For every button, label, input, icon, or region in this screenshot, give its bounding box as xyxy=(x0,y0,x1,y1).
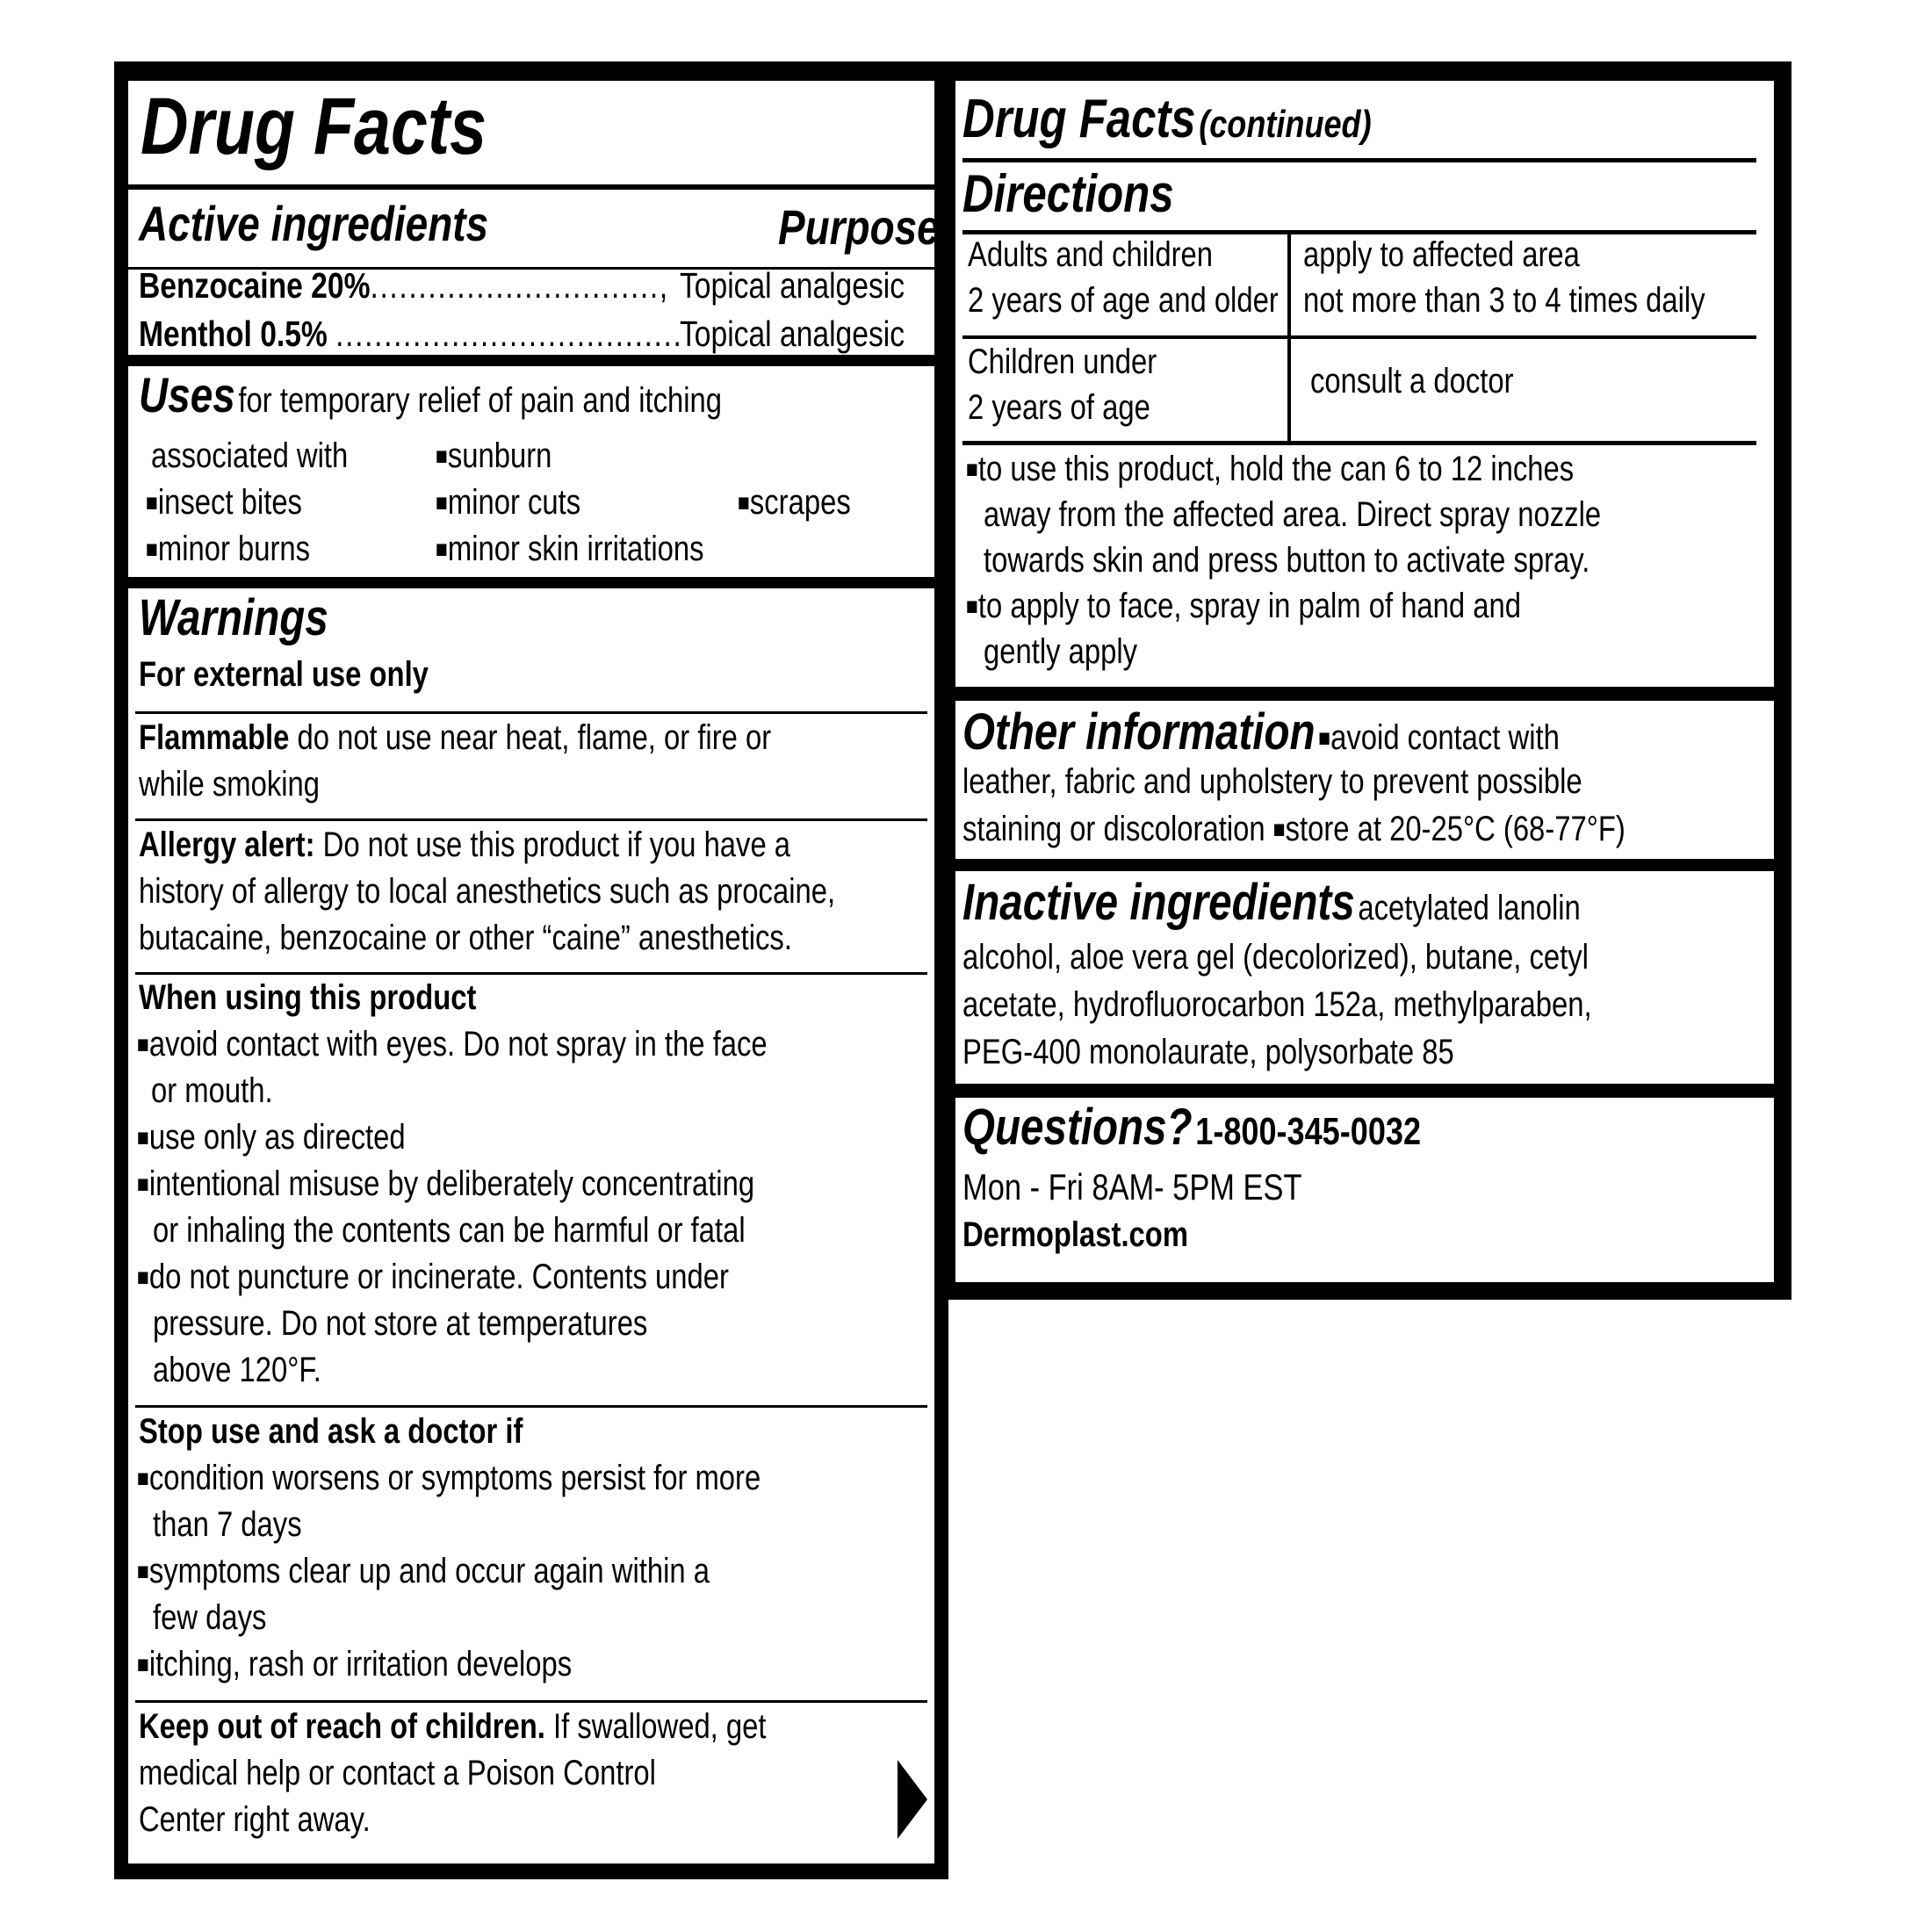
when-using-item: use only as directed xyxy=(148,1118,406,1157)
active-ingredients-heading: Active ingredients xyxy=(139,196,489,251)
keep-out-text: If swallowed, get xyxy=(553,1707,767,1746)
use-item: insect bites xyxy=(157,483,302,522)
hours-text: Mon - Fri 8AM- 5PM EST xyxy=(962,1166,1302,1208)
directions-who: 2 years of age xyxy=(968,388,1150,427)
directions-item: to use this product, hold the can 6 to 12 inches xyxy=(977,450,1575,488)
other-information-text: staining or discoloration xyxy=(962,810,1265,848)
ingredient-name: Menthol 0.5% xyxy=(139,314,328,354)
uses-heading: Uses xyxy=(139,367,235,422)
allergy-text: Do not use this product if you have a xyxy=(322,825,791,864)
directions-who: 2 years of age and older xyxy=(968,281,1279,320)
inactive-ingredients-heading: Inactive ingredients xyxy=(962,874,1355,931)
allergy-text-continued: history of allergy to local anesthetics such as procaine, xyxy=(139,872,836,911)
other-information-heading: Other information xyxy=(962,703,1316,761)
active-row: Menthol 0.5% .................................... xyxy=(139,314,683,354)
drug-facts-title: Drug Facts xyxy=(141,82,487,171)
allergy-alert-label: Allergy alert: xyxy=(139,825,315,864)
questions-heading: Questions? xyxy=(962,1099,1193,1156)
keep-out-text-continued: Center right away. xyxy=(139,1800,371,1839)
when-using-item: intentional misuse by deliberately concentrating xyxy=(148,1164,755,1203)
other-information-text: leather, fabric and upholstery to prevent possible xyxy=(962,762,1582,801)
flammable-label: Flammable xyxy=(139,718,290,757)
inactive-ingredients-text: acetate, hydrofluorocarbon 152a, methylparaben, xyxy=(962,985,1592,1024)
other-information-box: Other information ■avoid contact with leather, fabric and upholstery to prevent possible staining or discoloration ■store at 20-25°C (68-77°F) xyxy=(955,701,1774,859)
drug-facts-continued-title: Drug Facts xyxy=(962,89,1196,149)
directions-item-continued: away from the affected area. Direct spray nozzle xyxy=(984,495,1602,534)
inactive-ingredients-box xyxy=(955,871,1774,1084)
external-use-note: For external use only xyxy=(139,655,429,694)
use-item: minor cuts xyxy=(447,483,581,522)
active-ingredients-box xyxy=(128,81,940,355)
continue-arrow-icon xyxy=(898,1760,927,1839)
stop-use-item: symptoms clear up and occur again within a xyxy=(148,1552,710,1590)
warnings-box: Warnings For external use only Flammable do not use near heat, flame, or fire or while smoking Allergy alert: Do not use this product if you have a history of allergy to local anesthetics such as procaine, butacaine, benzocaine or other “caine” anesthetics. When using this product ■avoid contact with eyes. Do not spray in the face or mouth. ■use only as directed ■intentional misuse by deliberately concentrating or inhaling the contents can be harmful or fatal ■do not puncture or incinerate. Contents under pressure. Do not store at temperatures above 120°F. Stop use and ask a doctor if ■condition worsens or symptoms persist for more than 7 days ■symptoms clear up and occur again within a few days ■itching, rash or irritation develops Keep out of reach of children. If swallowed, get medical help or contact a Poison Control Center right away. xyxy=(128,588,934,1864)
use-item: minor skin irritations xyxy=(447,530,704,568)
inactive-ingredients-text: acetylated lanolin xyxy=(1358,889,1581,927)
when-using-heading: When using this product xyxy=(139,978,477,1017)
directions-item-continued: towards skin and press button to activate spray. xyxy=(984,541,1590,580)
when-using-item: do not puncture or incinerate. Contents under xyxy=(148,1258,729,1296)
keep-out-text-continued: medical help or contact a Poison Control xyxy=(139,1754,656,1792)
uses-box: Uses for temporary relief of pain and itching associated with ■sunburn ■insect bites ■minor cuts ■scrapes ■minor burns ■minor skin irritations xyxy=(128,366,934,577)
phone-number: 1-800-345-0032 xyxy=(1195,1110,1422,1153)
allergy-text-continued: butacaine, benzocaine or other “caine” anesthetics. xyxy=(139,919,792,957)
when-using-item-continued: or mouth. xyxy=(151,1071,273,1110)
stop-use-item-continued: few days xyxy=(153,1598,267,1637)
when-using-item-continued: pressure. Do not store at temperatures xyxy=(153,1304,648,1343)
right-panel xyxy=(948,61,1791,1300)
directions-item: to apply to face, spray in palm of hand and xyxy=(977,587,1522,625)
active-row: Benzocaine 20%.............................., xyxy=(139,265,669,306)
when-using-item: avoid contact with eyes. Do not spray in the face xyxy=(148,1025,768,1063)
purpose-heading: Purpose xyxy=(778,199,940,255)
when-using-item-continued: above 120°F. xyxy=(153,1351,321,1389)
use-item: minor burns xyxy=(157,530,311,568)
inactive-ingredients-text: PEG-400 monolaurate, polysorbate 85 xyxy=(962,1033,1454,1071)
ingredient-purpose: Topical analgesic xyxy=(680,314,905,354)
ingredient-name: Benzocaine 20% xyxy=(139,265,371,306)
keep-out-of-reach-label: Keep out of reach of children. xyxy=(139,1707,545,1746)
website-link[interactable]: Dermoplast.com xyxy=(962,1215,1189,1254)
directions-who: Adults and children xyxy=(968,235,1213,274)
flammable-text: do not use near heat, flame, or fire or xyxy=(297,718,772,757)
when-using-item-continued: or inhaling the contents can be harmful or fatal xyxy=(153,1211,746,1250)
other-information-item: store at 20-25°C (68-77°F) xyxy=(1285,810,1626,848)
stop-use-item-continued: than 7 days xyxy=(153,1505,302,1544)
directions-heading: Directions xyxy=(962,164,1174,223)
continued-label: (continued) xyxy=(1199,103,1372,146)
directions-what: not more than 3 to 4 times daily xyxy=(1303,281,1705,320)
ingredient-purpose: Topical analgesic xyxy=(680,265,905,306)
other-information-item: avoid contact with xyxy=(1330,718,1560,757)
directions-what: apply to affected area xyxy=(1303,235,1580,274)
stop-use-item: itching, rash or irritation develops xyxy=(148,1645,573,1683)
use-item: scrapes xyxy=(749,483,851,522)
directions-what: consult a doctor xyxy=(1310,362,1514,400)
questions-box xyxy=(955,1098,1774,1282)
inactive-ingredients-text: alcohol, aloe vera gel (decolorized), butane, cetyl xyxy=(962,938,1589,977)
directions-box: Drug Facts (continued) Directions Adults and children 2 years of age and older apply to affected area not more than 3 to 4 times daily Children under 2 years of age consult a doctor ■to use this product, hold the can 6 to 12 inches away from the affected area. Direct spray nozzle towards skin and press button to activate spray. ■to apply to face, spray in palm of hand and gently apply xyxy=(955,81,1774,687)
warnings-heading: Warnings xyxy=(139,589,328,646)
use-item: sunburn xyxy=(447,436,552,475)
left-panel xyxy=(114,61,948,1879)
uses-intro-continued: associated with xyxy=(151,436,349,475)
stop-use-item: condition worsens or symptoms persist for more xyxy=(148,1459,761,1497)
uses-intro: for temporary relief of pain and itching xyxy=(238,381,723,420)
flammable-text-continued: while smoking xyxy=(139,765,320,804)
stop-use-heading: Stop use and ask a doctor if xyxy=(139,1412,523,1451)
directions-who: Children under xyxy=(968,342,1157,381)
directions-item-continued: gently apply xyxy=(984,632,1138,671)
